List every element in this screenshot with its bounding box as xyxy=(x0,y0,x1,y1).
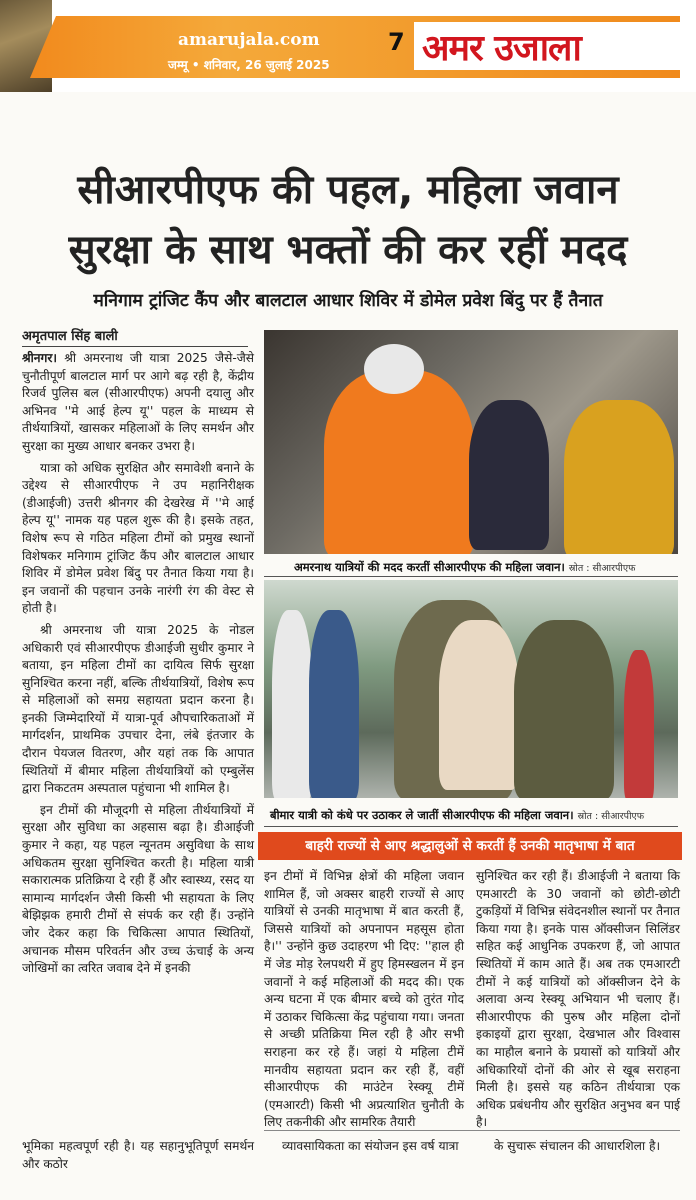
section-banner: बाहरी राज्यों से आए श्रद्धालुओं से करतीं हैं उनकी मातृभाषा में बात xyxy=(258,832,682,860)
figure-man-left xyxy=(272,610,312,798)
page-number: 7 xyxy=(388,28,405,56)
paragraph-1 xyxy=(22,350,254,456)
figure-crpf-camo-2 xyxy=(514,620,614,798)
paragraph-3: श्री अमरनाथ जी यात्रा 2025 के नोडल अधिकारी एवं सीआरपीएफ डीआईजी सुधीर कुमार ने बताया, इन महिला टीमों का दायित्व सिर्फ सुरक्षा सुनिश्चित करना नहीं, बल्कि तीर्थयात्रियों, विशेष रूप से महिलाओं को समग्र सहायता प्रदान करना है। इनकी जिम्मेदारियों में यात्रा-पूर्व औपचारिकताओं में मार्गदर्शन, प्राथमिक उपचार देना, लंबे इंतजार के दौरान पेयजल वितरण, और यहां तक कि आपात स्थितियों में बीमार महिला तीर्थयात्रियों को एम्बुलेंस द्वारा निकटतम अस्पताल पहुंचाना भी शामिल है। xyxy=(22,622,254,796)
photo-carrying-pilgrim xyxy=(264,580,678,798)
column-3-tail xyxy=(476,1138,680,1160)
photo-1-caption-text: अमरनाथ यात्रियों की मदद करतीं सीआरपीएफ की महिला जवान। xyxy=(294,560,565,574)
site-url: amarujala.com xyxy=(178,30,320,50)
article-column-2 xyxy=(264,868,464,1136)
photo-1-caption xyxy=(294,560,674,575)
column-2-tail-text: व्यावसायिकता का संयोजन इस वर्ष यात्रा xyxy=(282,1139,459,1153)
article-column-1 xyxy=(22,350,254,982)
byline-rule xyxy=(22,346,248,347)
dateline: श्रीनगर। xyxy=(22,351,58,365)
headline xyxy=(10,160,686,280)
paragraph-2: यात्रा को अधिक सुरक्षित और समावेशी बनाने के उद्देश्य से सीआरपीएफ ने उप महानिरीक्षक (डीआईजी) उत्तरी श्रीनगर की देखरेख में ''मे आई हेल्प यू'' नामक यह पहल शुरू की है। इसके तहत, विशेष रूप से गठित महिला टीमों को प्रमुख स्थानों विशेषकर मनिगाम ट्रांजिट कैंप और बालटाल आधार शिविर में डोमेल प्रवेश बिंदु पर तैनात किया गया है। इन जवानों की पहचान उनके नारंगी रंग की वेस्ट से होती है। xyxy=(22,460,254,616)
caption-rule-1 xyxy=(264,576,678,577)
figure-carried-pilgrim xyxy=(439,620,519,790)
figure-orange-vest xyxy=(324,370,474,554)
column-3-tail-text: के सुचारू संचालन की आधारशिला है। xyxy=(494,1139,661,1153)
column-1-tail xyxy=(22,1138,254,1177)
continuation-rule xyxy=(264,1130,680,1131)
logo-text: अमर उजाला xyxy=(422,28,581,69)
masthead xyxy=(0,0,696,92)
photo-2-source: स्रोत : सीआरपीएफ xyxy=(577,811,645,822)
column-1-tail-text: भूमिका महत्वपूर्ण रही है। यह सहानुभूतिपूर्ण समर्थन और कठोर xyxy=(22,1139,254,1171)
photo-2-caption-text: बीमार यात्री को कंधे पर उठाकर ले जातीं सीआरपीएफ की महिला जवान। xyxy=(270,808,574,822)
caption-rule-2 xyxy=(264,826,678,827)
photo-2-caption xyxy=(270,808,680,823)
helmet-icon xyxy=(364,344,424,394)
figure-yellow-dress xyxy=(564,400,674,554)
headline-line-2: सुरक्षा के साथ भक्तों की कर रहीं मदद xyxy=(68,227,628,273)
subheadline: मनिगाम ट्रांजिट कैंप और बालटाल आधार शिविर में डोमेल प्रवेश बिंदु पर हैं तैनात xyxy=(93,291,603,311)
figure-pilgrim xyxy=(469,400,549,550)
figure-red-shirt xyxy=(624,650,654,798)
paragraph-1-text: श्री अमरनाथ जी यात्रा 2025 जैसे-जैसे चुनौतीपूर्ण बालटाल मार्ग पर आगे बढ़ रही है, केंद्रीय रिजर्व पुलिस बल (सीआरपीएफ) अपनी दयालु और अभिनव ''मे आई हेल्प यू'' पहल के माध्यम से तीर्थयात्रियों, खासकर महिलाओं के लिए समर्थन और सुरक्षा का मुख्य आधार बनकर उभरा है। xyxy=(22,351,254,453)
column-2-text: इन टीमों में विभिन्न क्षेत्रों की महिला जवान शामिल हैं, जो अक्सर बाहरी राज्यों से आए यात्रियों से उनकी मातृभाषा में बात करती हैं, जिससे यात्रियों को अपनापन महसूस होता है।'' उन्होंने कुछ उदाहरण भी दिए: ''हाल ही में जेड मोड़ रेलपथरी में हुए हिमस्खलन में इन जवानों ने कई महिलाओं की मदद की। एक अन्य घटना में एक बीमार बच्चे को तुरंत गोद में उठाकर चिकित्सा केंद्र पहुंचाया गया। जनता से अच्छी प्रतिक्रिया मिल रही है और सभी सराहना कर रहे हैं। जहां ये महिला टीमें मानवीय सहायता प्रदान कर रही हैं, वहीं सीआरपीएफ की माउंटेन रेस्क्यू टीमें (एमआरटी) किसी भी अप्रत्याशित चुनौती के लिए तकनीकी और सामरिक तैयारी xyxy=(264,869,464,1130)
newspaper-logo xyxy=(414,22,684,70)
column-3-text: सुनिश्चित कर रही हैं। डीआईजी ने बताया कि एमआरटी के 30 जवानों को छोटी-छोटी टुकड़ियों में विभिन्न संवेदनशील स्थानों पर तैनात किया गया है। इनके पास ऑक्सीजन सिलिंडर सहित कई आधुनिक उपकरण हैं, जो आपात स्थितियों में काम आते हैं। अब तक एमआरटी टीमों ने कई यात्रियों को ऑक्सीजन देने के अलावा अन्य रेस्क्यू अभियान भी चलाए हैं। सीआरपीएफ की पुरुष और महिला दोनों इकाइयों द्वारा सुरक्षा, देखभाल और विश्वास का माहौल बनाने के प्रयासों को यात्रियों और अधिकारियों दोनों की ओर से खूब सराहना मिली है। इससे यह कठिन तीर्थयात्रा एक अधिक प्रबंधनीय और सुरक्षित अनुभव बन पाई है। xyxy=(476,869,680,1130)
figure-blue-jacket xyxy=(309,610,359,798)
photo-crpf-women-helping xyxy=(264,330,678,554)
article-column-3 xyxy=(476,868,680,1136)
paragraph-4: इन टीमों की मौजूदगी से महिला तीर्थयात्रियों में सुरक्षा और सुविधा का अहसास बढ़ा है। डीआईजी कुमार ने कहा, यह पहल न्यूनतम असुविधा के साथ अधिकतम सुरक्षा सुनिश्चित करती है। महिला यात्री सकारात्मक प्रतिक्रिया दे रही हैं और स्वास्थ्य, रसद या सामान्य मार्गदर्शन जैसी किसी भी सहायता के लिए बेझिझक हमारी टीमों से संपर्क कर रही हैं। उन्होंने जोर देकर कहा कि चिकित्सा आपात स्थितियों, अचानक मौसम परिवर्तन और उच्च ऊंचाई के अन्य जोखिमों का त्वरित जवाब देने में इनकी xyxy=(22,802,254,976)
column-2-tail xyxy=(264,1138,464,1160)
headline-line-1: सीआरपीएफ की पहल, महिला जवान xyxy=(77,167,619,213)
byline: अमृतपाल सिंह बाली xyxy=(22,329,118,344)
edition-date: जम्मू • शनिवार, 26 जुलाई 2025 xyxy=(168,58,330,72)
photo-1-source: स्रोत : सीआरपीएफ xyxy=(568,563,636,574)
